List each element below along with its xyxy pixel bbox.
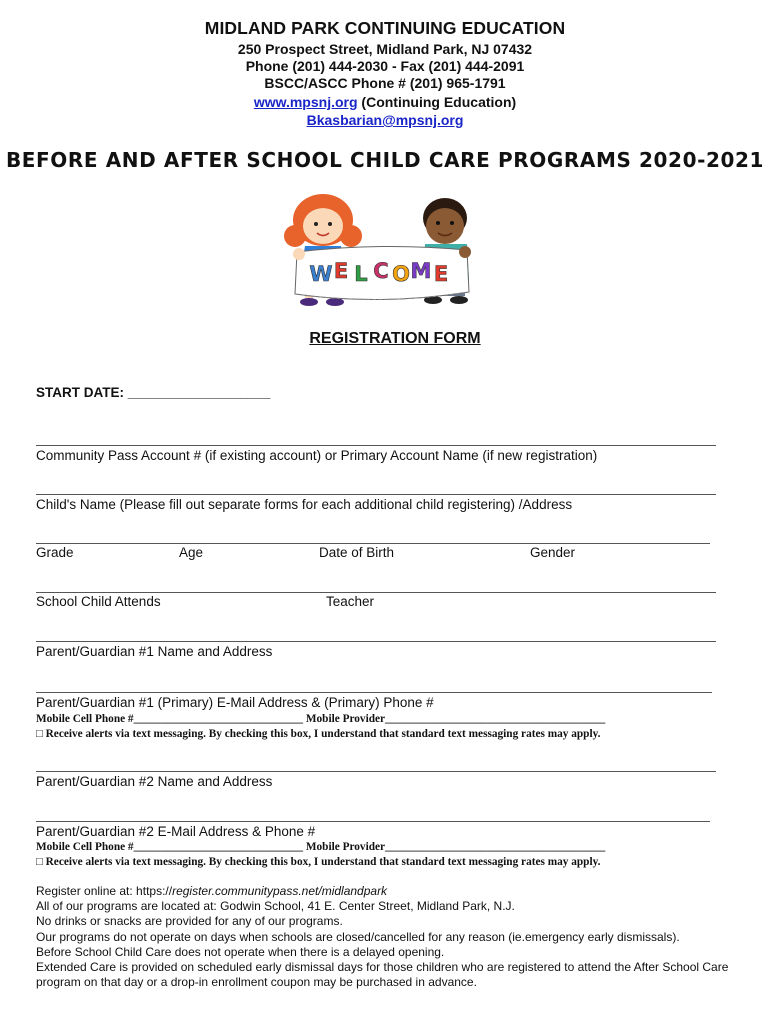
org-address: 250 Prospect Street, Midland Park, NJ 07432: [237, 41, 533, 57]
school-label: School Child Attends: [36, 594, 161, 609]
register-url-link[interactable]: register.communitypass.net/midlandpark: [172, 884, 388, 898]
extended-care-line: Extended Care is provided on scheduled early dismissal days for those children who are registered to attend the After School Care program on that day or a drop-in enrollment coupon may be purchased in advance.: [36, 960, 729, 990]
parent1-name-line[interactable]: [36, 641, 716, 642]
welcome-letter: O: [392, 262, 410, 286]
parent2-email-line[interactable]: [36, 821, 710, 822]
teacher-label: Teacher: [326, 594, 375, 609]
location-line: All of our programs are located at: Godwin School, 41 E. Center Street, Midland Park, N.J.: [36, 899, 515, 914]
registration-form-title: REGISTRATION FORM: [309, 330, 481, 347]
footer-notes: [36, 884, 746, 990]
gender-label: Gender: [530, 545, 576, 560]
welcome-letter: L: [354, 262, 368, 286]
welcome-letter: C: [373, 259, 389, 283]
website-suffix: (Continuing Education): [357, 94, 517, 110]
parent1-alerts-checkbox[interactable]: □ Receive alerts via text messaging. By checking this box, I understand that standard text messaging rates may apply.: [36, 728, 601, 740]
program-title: BEFORE AND AFTER SCHOOL CHILD CARE PROGRAMS 2020-2021: [5, 148, 765, 172]
welcome-letter: E: [433, 262, 449, 286]
org-name: MIDLAND PARK CONTINUING EDUCATION: [204, 18, 566, 38]
dob-label: Date of Birth: [319, 545, 395, 560]
welcome-kids-illustration: [275, 190, 485, 315]
boy-face: [426, 208, 464, 244]
welcome-letter: M: [410, 259, 432, 283]
website-link[interactable]: www.mpsnj.org: [253, 94, 358, 110]
parent1-email-line[interactable]: [36, 692, 712, 693]
bscc-phone: BSCC/ASCC Phone # (201) 965-1791: [264, 75, 506, 91]
register-online-line: Register online at: https://register.communitypass.net/midlandpark: [36, 884, 388, 898]
school-line[interactable]: [36, 592, 716, 593]
child-name-line[interactable]: [36, 494, 716, 495]
welcome-letter: E: [333, 259, 349, 283]
parent1-mobile-field[interactable]: Mobile Cell Phone #______________________________ Mobile Provider_______________________________________: [36, 713, 606, 725]
email-line: [0, 112, 770, 128]
community-pass-line[interactable]: [36, 445, 716, 446]
parent2-alerts-checkbox[interactable]: □ Receive alerts via text messaging. By checking this box, I understand that standard text messaging rates may apply.: [36, 856, 601, 868]
parent1-email-label: Parent/Guardian #1 (Primary) E-Mail Address & (Primary) Phone #: [36, 695, 434, 710]
closed-days-line: Our programs do not operate on days when schools are closed/cancelled for any reason (ie.emergency early dismissals).: [36, 929, 680, 944]
parent2-name-line[interactable]: [36, 771, 716, 772]
grade-age-line[interactable]: [36, 543, 710, 544]
parent2-name-label: Parent/Guardian #2 Name and Address: [36, 774, 273, 789]
child-name-label: Child's Name (Please fill out separate forms for each additional child registering) /Address: [36, 497, 573, 512]
welcome-banner-text: [309, 259, 448, 286]
website-line: [0, 94, 770, 110]
welcome-letter: W: [309, 262, 333, 286]
start-date-field[interactable]: START DATE: ___________________: [36, 385, 271, 400]
delayed-opening-line: Before School Child Care does not operate when there is a delayed opening.: [36, 944, 445, 959]
parent1-name-label: Parent/Guardian #1 Name and Address: [36, 644, 273, 659]
parent2-email-label: Parent/Guardian #2 E-Mail Address & Phone #: [36, 824, 316, 839]
no-drinks-line: No drinks or snacks are provided for any of our programs.: [36, 914, 343, 929]
org-phone-fax: Phone (201) 444-2030 - Fax (201) 444-2091: [245, 58, 525, 74]
parent2-mobile-field[interactable]: Mobile Cell Phone #______________________________ Mobile Provider_______________________________________: [36, 841, 606, 853]
community-pass-label: Community Pass Account # (if existing account) or Primary Account Name (if new registration): [36, 448, 598, 463]
age-label: Age: [179, 545, 204, 560]
email-link[interactable]: Bkasbarian@mpsnj.org: [306, 112, 464, 128]
girl-face: [303, 208, 343, 244]
grade-label: Grade: [36, 545, 74, 560]
